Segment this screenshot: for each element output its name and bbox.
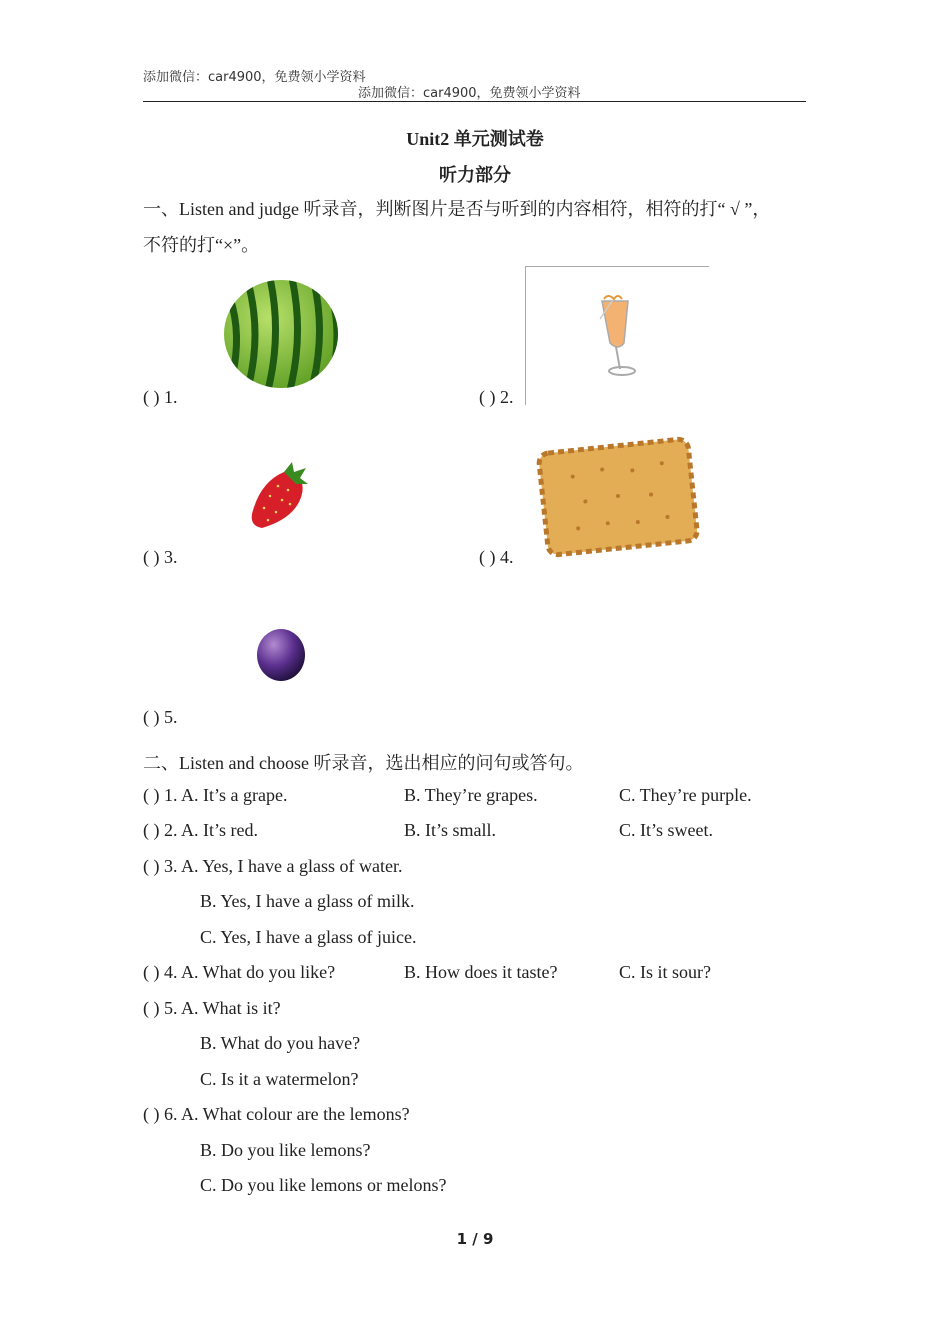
grape-icon (255, 627, 307, 688)
item-5-label: ( ) 5. (143, 707, 178, 727)
q1-option-c: C. They’re purple. (619, 785, 752, 805)
item-3-label: ( ) 3. (143, 547, 178, 567)
q4-option-c: C. Is it sour? (619, 962, 711, 982)
page-number: 1 / 9 (456, 1230, 494, 1248)
part2-instruction: 二、Listen and choose 听录音，选出相应的问句或答句。 (143, 753, 584, 773)
item-1-label: ( ) 1. (143, 387, 178, 407)
section-subtitle: 听力部分 (439, 165, 511, 185)
q2-option-c: C. It’s sweet. (619, 820, 713, 840)
picture-frame-2 (525, 266, 709, 405)
q2-option-b: B. It’s small. (404, 820, 497, 840)
header-line-2: 添加微信：car4900，免费领小学资料 (358, 86, 581, 101)
q3-option-b: B. Yes, I have a glass of milk. (200, 891, 415, 911)
header-divider (143, 101, 806, 102)
q5-option-a: ( ) 5. A. What is it? (143, 998, 281, 1018)
item-2-label: ( ) 2. (479, 387, 514, 407)
page-title: Unit2 单元测试卷 (406, 129, 544, 149)
watermelon-icon (222, 278, 340, 395)
q1-option-a: ( ) 1. A. It’s a grape. (143, 785, 288, 805)
q4-option-b: B. How does it taste? (404, 962, 558, 982)
q6-option-b: B. Do you like lemons? (200, 1140, 371, 1160)
part1-instruction-line1: 一、Listen and judge 听录音，判断图片是否与听到的内容相符，相符的打“ √ ”， (143, 199, 771, 219)
q5-option-b: B. What do you have? (200, 1033, 361, 1053)
item-4-label: ( ) 4. (479, 547, 514, 567)
part1-instruction-line2: 不符的打“×”。 (143, 235, 260, 255)
q6-option-c: C. Do you like lemons or melons? (200, 1175, 447, 1195)
q1-option-b: B. They’re grapes. (404, 785, 538, 805)
q6-option-a: ( ) 6. A. What colour are the lemons? (143, 1104, 410, 1124)
q3-option-a: ( ) 3. A. Yes, I have a glass of water. (143, 856, 403, 876)
q4-option-a: ( ) 4. A. What do you like? (143, 962, 336, 982)
q5-option-c: C. Is it a watermelon? (200, 1069, 359, 1089)
juice-glass-icon (588, 293, 648, 388)
biscuit-icon (535, 434, 701, 563)
q3-option-c: C. Yes, I have a glass of juice. (200, 927, 417, 947)
header-line-1: 添加微信：car4900，免费领小学资料 (143, 70, 366, 85)
q2-option-a: ( ) 2. A. It’s red. (143, 820, 258, 840)
strawberry-icon (248, 460, 312, 537)
